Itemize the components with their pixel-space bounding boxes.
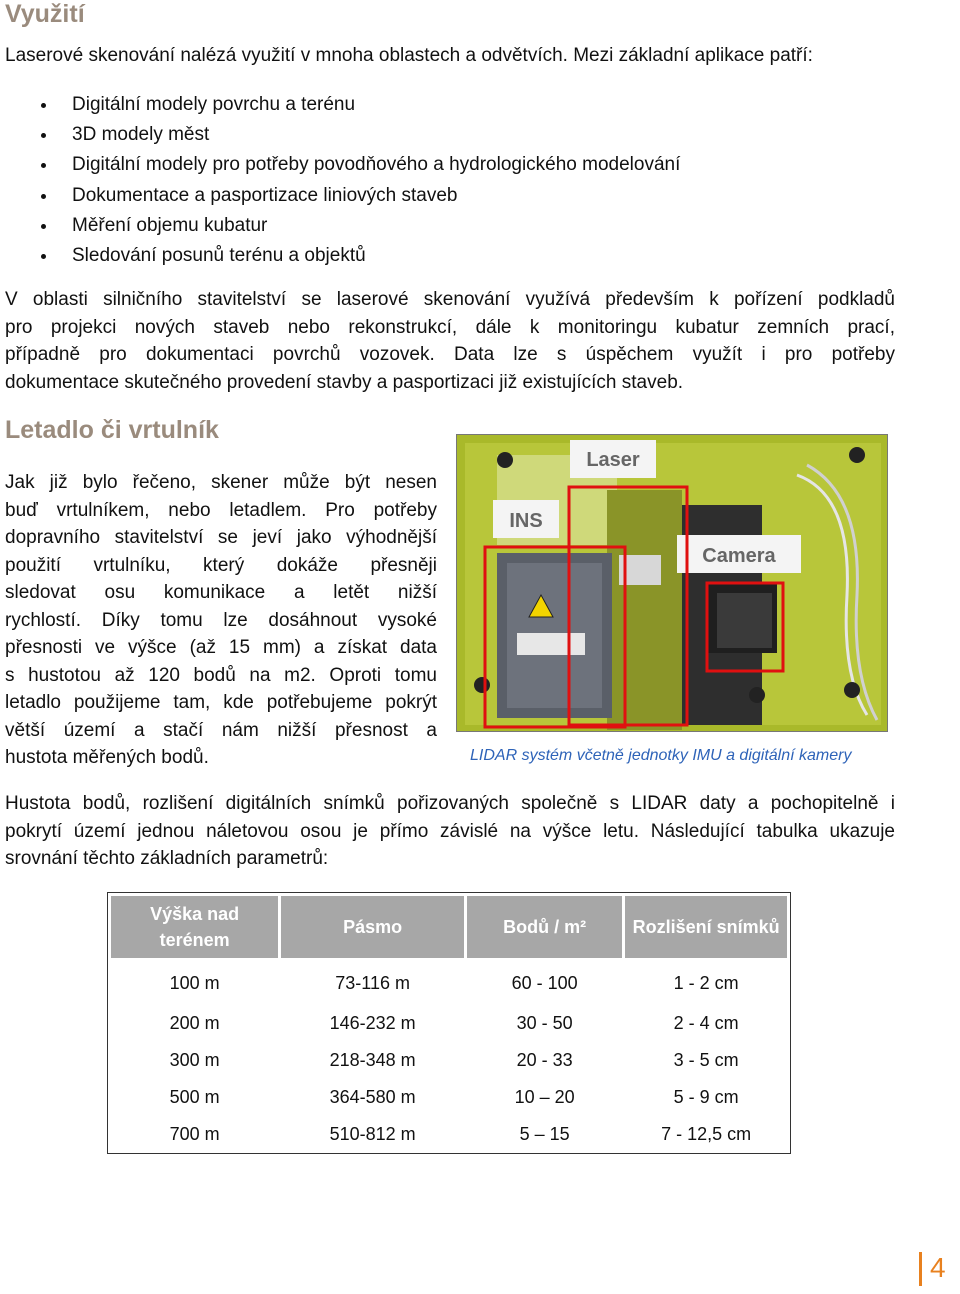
table-cell: 146-232 m	[329, 1013, 416, 1033]
aircraft-paragraph	[5, 469, 437, 772]
table-row	[110, 1116, 789, 1153]
table-cell: 3 - 5 cm	[673, 1050, 739, 1070]
paragraph-line: použití vrtulníku, který dokáže přesněji	[5, 554, 437, 576]
paragraph-line: případně pro dokumentaci povrchů vozovek. Data lze s úspěchem využít i pro potřeby	[5, 344, 895, 365]
paragraph-line: buď vrtulníkem, nebo letadlem. Pro potřeby	[5, 499, 437, 521]
list-item: Digitální modely pro potřeby povodňového a hydrologického modelování	[5, 150, 680, 180]
table-cell: 73-116 m	[335, 972, 410, 993]
section-heading-aircraft: Letadlo či vrtulník	[5, 416, 219, 444]
bullet-icon	[41, 194, 46, 199]
bullet-icon	[41, 224, 46, 229]
table-cell: 218-348 m	[329, 1050, 416, 1070]
paragraph-line: V oblasti silničního stavitelství se laserové skenování využívá především k pořízení podkladů	[5, 289, 895, 310]
paragraph-line: rychlostí. Díky tomu lze dosáhnout vysoké	[5, 609, 437, 631]
column-header: Rozlišení snímků	[624, 895, 789, 960]
table-cell: 2 - 4 cm	[673, 1013, 739, 1033]
paragraph-line: větší území a stačí nám nižší přesnost a	[5, 719, 437, 741]
paragraph-line: pokrytí území jednou náletovou osou je přímo závislé na výšce letu. Následující tabulka ukazuje	[5, 820, 895, 842]
bullet-icon	[41, 254, 46, 259]
ins-label: INS	[509, 510, 543, 532]
page-number-divider	[919, 1252, 922, 1286]
table-cell: 7 - 12,5 cm	[661, 1124, 752, 1144]
paragraph-line: přesnosti ve výšce (až 15 mm) a získat data	[5, 637, 437, 658]
paragraph-line: dokumentace skutečného provedení stavby a pasportizaci již existujících staveb.	[5, 371, 684, 393]
column-header: Bodů / m²	[466, 895, 624, 960]
paragraph-line: letadlo použijeme tam, kde potřebujeme pokrýt	[5, 692, 437, 713]
intro-paragraph: Laserové skenování nalézá využití v mnoha oblastech a odvětvích. Mezi základní aplikace patří:	[5, 45, 813, 66]
table-cell: 5 - 9 cm	[673, 1087, 739, 1107]
applications-list	[5, 90, 680, 271]
density-paragraph	[5, 790, 895, 873]
list-item: 3D modely měst	[5, 120, 680, 150]
lidar-photo-illustration	[457, 435, 888, 732]
column-header: Výška nad terénem	[110, 895, 280, 960]
table-cell: 700 m	[169, 1124, 220, 1144]
laser-label: Laser	[586, 449, 640, 471]
section-heading-vyuziti: Využití	[5, 0, 85, 28]
table-cell: 510-812 m	[329, 1124, 416, 1144]
table-row	[110, 1005, 789, 1042]
list-item: Dokumentace a pasportizace liniových staveb	[5, 181, 680, 211]
paragraph-line: Jak již bylo řečeno, skener může být nesen	[5, 472, 437, 493]
table-cell: 10 – 20	[514, 1087, 575, 1107]
paragraph-line: Hustota bodů, rozlišení digitálních snímků pořizovaných společně s LIDAR daty a pochopitelně i	[5, 793, 895, 814]
page-number: 4	[930, 1252, 946, 1283]
table-cell: 20 - 33	[516, 1050, 573, 1070]
road-construction-paragraph	[5, 286, 895, 396]
paragraph-line: dopravního stavitelství se jeví jako výhodnější	[5, 527, 437, 548]
bullet-icon	[41, 163, 46, 168]
table-row	[110, 960, 789, 1006]
column-header: Pásmo	[280, 895, 466, 960]
paragraph-line: s hustotou až 120 bodů na m2. Oproti tomu	[5, 664, 437, 686]
paragraph-line: pro projekci nových staveb nebo rekonstrukcí, dále k monitoringu kubatur zemních prací,	[5, 316, 895, 338]
list-item: Digitální modely povrchu a terénu	[5, 90, 680, 120]
table-cell: 5 – 15	[519, 1124, 570, 1144]
bullet-icon	[41, 103, 46, 108]
photo-caption: LIDAR systém včetně jednotky IMU a digitální kamery	[470, 747, 852, 764]
table-cell: 200 m	[169, 1013, 220, 1033]
table-row	[110, 1042, 789, 1079]
table-header-row	[110, 895, 789, 960]
paragraph-line: sledovat osu komunikace a letět nižší	[5, 582, 437, 603]
table-row	[110, 1079, 789, 1116]
list-item: Sledování posunů terénu a objektů	[5, 241, 680, 271]
list-item: Měření objemu kubatur	[5, 211, 680, 241]
table-cell: 364-580 m	[329, 1087, 416, 1107]
paragraph-line: srovnání těchto základních parametrů:	[5, 848, 329, 869]
paragraph-line: hustota měřených bodů.	[5, 747, 209, 768]
bullet-icon	[41, 133, 46, 138]
table-cell: 60 - 100	[511, 972, 578, 993]
table-cell: 500 m	[169, 1087, 220, 1107]
table-cell: 1 - 2 cm	[673, 972, 739, 993]
parameters-table	[108, 893, 790, 1153]
table-cell: 100 m	[169, 972, 220, 993]
table-cell: 30 - 50	[516, 1013, 573, 1033]
table-cell: 300 m	[169, 1050, 220, 1070]
lidar-system-photo	[456, 434, 888, 732]
camera-label: Camera	[702, 545, 776, 567]
